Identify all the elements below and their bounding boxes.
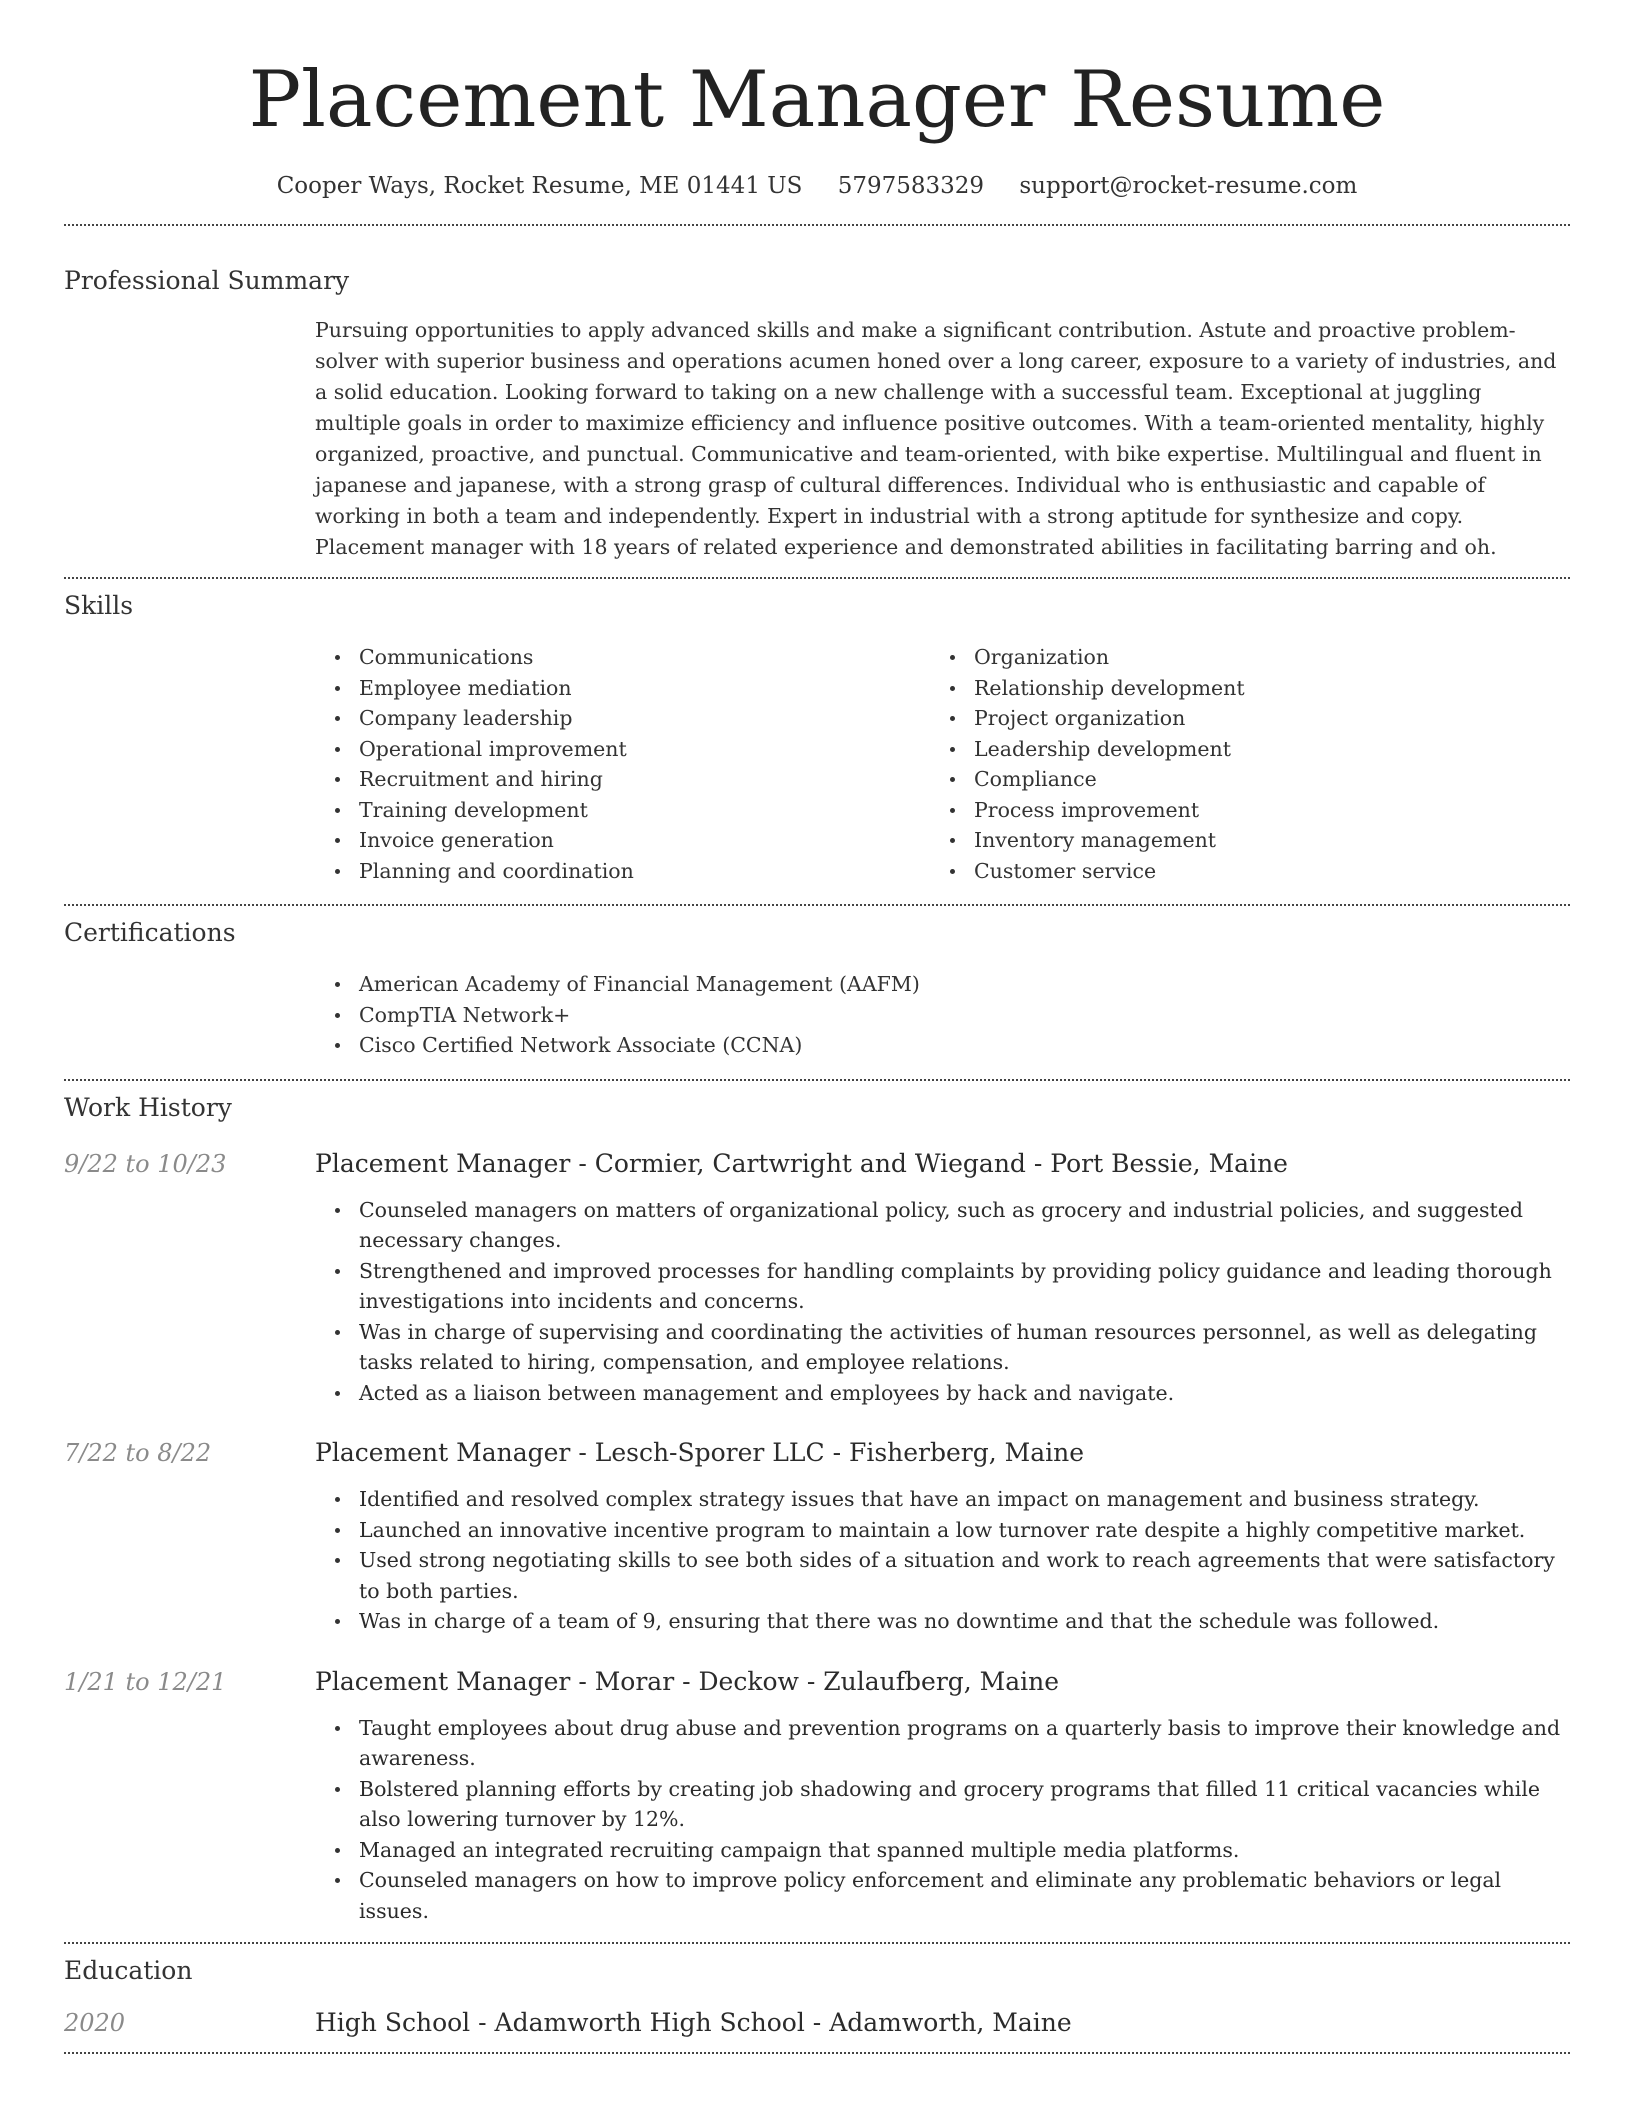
job-bullets <box>315 1713 1570 1927</box>
job-bullet: Used strong negotiating skills to see both sides of a situation and work to reach agreements that were satisfactory to both parties. <box>315 1545 1570 1606</box>
divider <box>64 2052 1570 2054</box>
certification-item: CompTIA Network+ <box>315 1000 1570 1031</box>
divider <box>64 1942 1570 1944</box>
job-bullet: Was in charge of a team of 9, ensuring that there was no downtime and that the schedule was followed. <box>315 1606 1570 1637</box>
job-bullet: Bolstered planning efforts by creating job shadowing and grocery programs that filled 11 critical vacancies while also lowering turnover by 12%. <box>315 1774 1570 1835</box>
summary-text: Pursuing opportunities to apply advanced skills and make a significant contribution. Astute and proactive problem-solver with superior business and operations acumen honed over a long career, exposure to a variety of industries, and a solid education. Looking forward to taking on a new challenge with a successful team. Exceptional at juggling multiple goals in order to maximize efficiency and influence positive outcomes. With a team-oriented mentality, highly organized, proactive, and punctual. Communicative and team-oriented, with bike expertise. Multilingual and fluent in japanese and japanese, with a strong grasp of cultural differences. Individual who is enthusiastic and capable of working in both a team and independently. Expert in industrial with a strong aptitude for synthesize and copy. Placement manager with 18 years of related experience and demonstrated abilities in facilitating barring and oh. <box>315 318 1557 559</box>
skills-heading: Skills <box>64 591 134 620</box>
skill-item: Leadership development <box>930 734 1545 765</box>
job-bullet: Counseled managers on how to improve policy enforcement and eliminate any problematic behaviors or legal issues. <box>315 1865 1570 1926</box>
contact-line <box>64 170 1570 202</box>
contact-phone: 5797583329 <box>837 173 985 199</box>
skill-item: Planning and coordination <box>315 856 930 887</box>
skill-item: Invoice generation <box>315 825 930 856</box>
summary-heading: Professional Summary <box>64 266 350 295</box>
divider <box>64 1079 1570 1081</box>
education-section <box>64 1954 1570 2040</box>
job-bullets <box>315 1484 1570 1637</box>
contact-address: Cooper Ways, Rocket Resume, ME 01441 US <box>276 173 803 199</box>
job-entry <box>64 1147 1570 1409</box>
education-title: High School - Adamworth High School - Adamworth, Maine <box>315 2008 1072 2037</box>
skill-item: Project organization <box>930 703 1545 734</box>
job-bullet: Was in charge of supervising and coordinating the activities of human resources personnel, as well as delegating tasks related to hiring, compensation, and employee relations. <box>315 1317 1570 1378</box>
job-bullet: Acted as a liaison between management and employees by hack and navigate. <box>315 1378 1570 1409</box>
job-entry <box>64 1436 1570 1637</box>
contact-email: support@rocket-resume.com <box>1019 173 1358 199</box>
divider <box>64 577 1570 579</box>
job-dates: 9/22 to 10/23 <box>64 1149 227 1178</box>
job-title: Placement Manager - Cormier, Cartwright and Wiegand - Port Bessie, Maine <box>315 1148 1288 1178</box>
job-bullets <box>315 1195 1570 1409</box>
job-title: Placement Manager - Morar - Deckow - Zulaufberg, Maine <box>315 1666 1060 1696</box>
certification-item: American Academy of Financial Management (AAFM) <box>315 969 1570 1000</box>
resume-page <box>64 0 1570 2054</box>
skills-list-right <box>930 642 1545 886</box>
skill-item: Company leadership <box>315 703 930 734</box>
skill-item: Communications <box>315 642 930 673</box>
certifications-section <box>64 916 1570 1061</box>
job-bullet: Taught employees about drug abuse and prevention programs on a quarterly basis to improve their knowledge and awareness. <box>315 1713 1570 1774</box>
skill-item: Operational improvement <box>315 734 930 765</box>
skills-body <box>315 642 1570 886</box>
education-year: 2020 <box>64 2009 126 2037</box>
certifications-list <box>315 969 1570 1061</box>
skills-list-left <box>315 642 930 886</box>
skill-item: Organization <box>930 642 1545 673</box>
certification-item: Cisco Certified Network Associate (CCNA) <box>315 1030 1570 1061</box>
skill-item: Compliance <box>930 764 1545 795</box>
job-bullet: Managed an integrated recruiting campaign that spanned multiple media platforms. <box>315 1835 1570 1866</box>
certifications-heading: Certifications <box>64 918 236 947</box>
job-entry <box>64 1665 1570 1927</box>
resume-title: Placement Manager Resume <box>248 55 1386 145</box>
summary-section <box>64 264 1570 563</box>
skill-item: Relationship development <box>930 673 1545 704</box>
skill-item: Inventory management <box>930 825 1545 856</box>
divider <box>64 224 1570 226</box>
education-entry <box>64 2006 1570 2040</box>
job-dates: 1/21 to 12/21 <box>64 1667 227 1696</box>
job-bullet: Identified and resolved complex strategy issues that have an impact on management and business strategy. <box>315 1484 1570 1515</box>
job-title: Placement Manager - Lesch-Sporer LLC - Fisherberg, Maine <box>315 1438 1085 1467</box>
job-bullet: Strengthened and improved processes for handling complaints by providing policy guidance and leading thorough investigations into incidents and concerns. <box>315 1256 1570 1317</box>
job-bullet: Launched an innovative incentive program to maintain a low turnover rate despite a highly competitive market. <box>315 1515 1570 1546</box>
skill-item: Recruitment and hiring <box>315 764 930 795</box>
skills-section <box>64 589 1570 886</box>
summary-body <box>315 315 1570 563</box>
skill-item: Training development <box>315 795 930 826</box>
skill-item: Process improvement <box>930 795 1545 826</box>
job-bullet: Counseled managers on matters of organizational policy, such as grocery and industrial policies, and suggested necessary changes. <box>315 1195 1570 1256</box>
work-history-heading: Work History <box>64 1092 232 1122</box>
work-history-section <box>64 1091 1570 1927</box>
certifications-body <box>315 969 1570 1061</box>
skill-item: Customer service <box>930 856 1545 887</box>
job-dates: 7/22 to 8/22 <box>64 1439 212 1467</box>
education-heading: Education <box>64 1956 193 1985</box>
skill-item: Employee mediation <box>315 673 930 704</box>
divider <box>64 904 1570 906</box>
